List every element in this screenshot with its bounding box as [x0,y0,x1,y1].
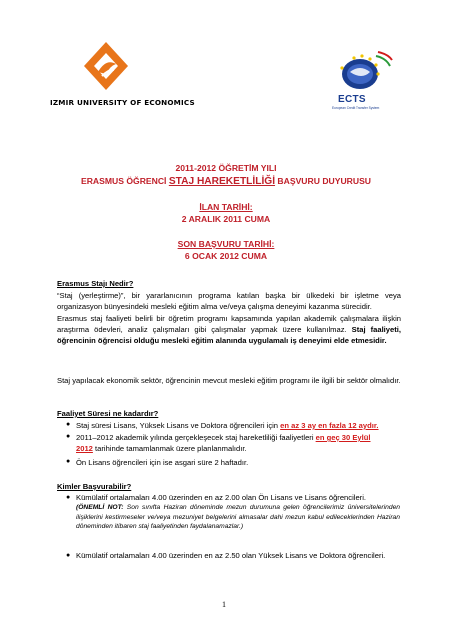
bullet-duration-text: Staj süresi Lisans, Yüksek Lisans ve Doktora öğrencileri için [76,421,281,430]
announcement-title [40,176,412,187]
deadline-date: 6 OCAK 2012 CUMA [184,251,268,261]
important-note [76,503,400,532]
bullet-deadline-year: 2012 [76,444,93,454]
ects-globe-icon [332,50,396,94]
izmir-university-logo [50,36,195,111]
bullet-icon: ● [66,421,71,428]
paragraph-scope-text: Erasmus staj faaliyeti belirli bir öğretim programı kapsamında yapılan akademik çalışmalara ilişkin araştırma ödevleri, analiz çalışmaları gibi çalışmalar yapmak üzere kullanılmaz. [57,314,401,335]
bullet-undergrad-text: Kümülatif ortalamaları 4.00 üzerinden en az 2.00 olan Ön Lisans ve Lisans öğrencileri. [76,493,366,502]
announcement-title-suffix: BAŞVURU DUYURUSU [275,176,372,186]
section-heading-duration: Faaliyet Süresi ne kadardır? [57,409,159,418]
section-heading-eligibility: Kimler Başvurabilir? [57,482,132,491]
ects-logo [332,50,396,120]
bullet-icon: ● [66,552,71,559]
important-note-text: Son sınıfta Haziran döneminde mezun durumuna gelen öğrencilerimiz üniversitelerinden ilişiklerini kestirmeseler ve/veya mezuniyet belgelerini almasalar dahi mezun kabul edileceklerinden Haziran döneminden itibaren staj faaliyetinden faydalanamazlar.) [76,504,401,531]
university-name: IZMIR UNIVERSITY OF ECONOMICS [50,98,195,107]
bullet-graduate-eligibility: Kümülatif ortalamaları 4.00 üzerinden en az 2.50 olan Yüksek Lisans ve Doktora öğrencileri. [76,551,386,560]
bullet-deadline-text: 2011–2012 akademik yılında gerçekleşecek staj hareketliliği faaliyetleri [76,433,316,442]
bullet-deadline-highlight: en geç 30 Eylül [315,433,371,442]
paragraph-scope [57,313,401,347]
announcement-title-highlight: STAJ HAREKETLİLİĞİ [168,176,276,187]
section-heading-what-is-erasmus: Erasmus Stajı Nedir? [57,279,134,288]
bullet-duration-highlight: en az 3 ay en fazla 12 aydır. [280,421,379,430]
bullet-icon: ● [66,494,71,501]
bullet-associate-minimum: Ön Lisans öğrencileri için ise asgari süre 2 haftadır. [76,458,249,467]
important-note-label: (ÖNEMLİ NOT: [76,504,124,512]
announcement-date-label: İLAN TARİHİ: [199,202,253,212]
announcement-title-prefix: ERASMUS ÖĞRENCİ [80,176,169,186]
page-number: 1 [222,600,226,609]
paragraph-definition: “Staj (yerleştirme)”, bir yararlanıcının programa katılan başka bir ülkedeki bir işletme veya organizasyon bünyesindeki mesleki eğitim alma ve/veya çalışma deneyimi kazanma sürecidir. [57,291,401,312]
university-emblem-icon [76,36,136,96]
announcement-date: 2 ARALIK 2011 CUMA [181,214,271,224]
ects-subtext: European Credit Transfer System [332,106,380,110]
paragraph-sector: Staj yapılacak ekonomik sektör, öğrencinin mevcut mesleki eğitim programı ile ilgili bir sektör olmalıdır. [57,376,401,385]
bullet-icon: ● [66,458,71,465]
bullet-duration-limits [76,420,400,431]
ects-wordmark: ECTS [338,94,366,105]
bullet-deadline [76,432,400,454]
bullet-undergrad-eligibility [76,492,400,532]
bullet-deadline-suffix: tarihinde tamamlanmak üzere planlanmalıdır. [92,444,247,454]
paragraph-scope-bold: Staj faaliyeti, öğrencinin öğrencisi olduğu mesleki eğitim alanında uygulamalı iş deneyimi elde etmesidir. [57,325,401,346]
academic-year-title: 2011-2012 ÖĞRETİM YILI [175,163,277,173]
bullet-icon: ● [66,433,71,440]
deadline-label: SON BAŞVURU TARİHİ: [177,239,275,249]
